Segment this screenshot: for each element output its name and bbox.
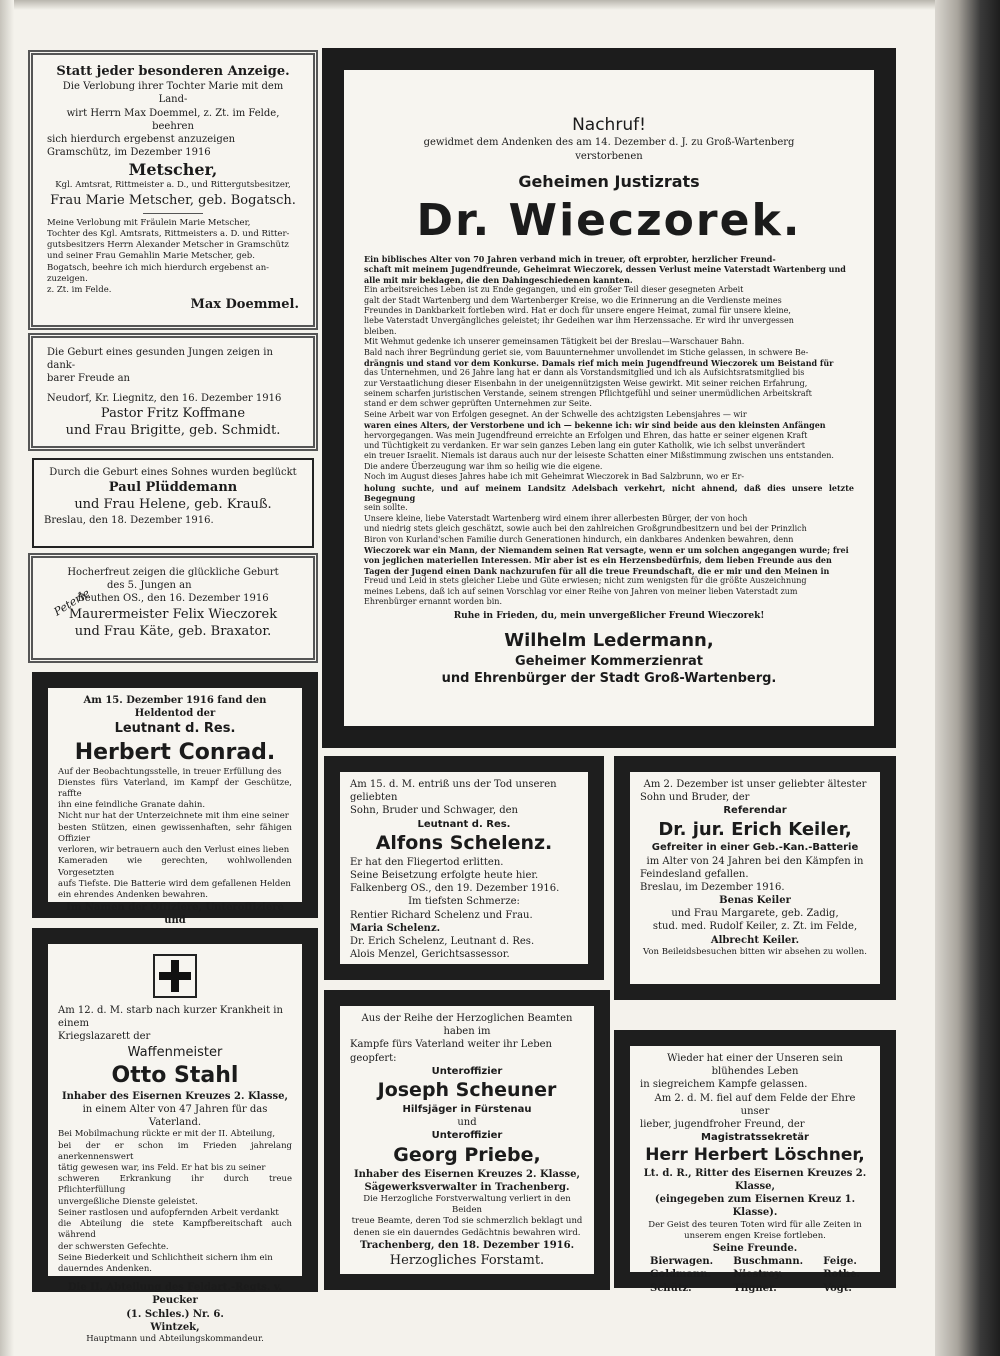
text-line: drängnis und stand vor dem Konkurse. Damals rief mich mein Jugendfreund Wieczorek um Beistand für — [364, 357, 834, 368]
text-line: und seiner Frau Gemahlin Marie Metscher, geb. — [47, 251, 255, 262]
friend-name: Vogt. — [823, 1282, 852, 1294]
text-line: Am 2. Dezember ist unser geliebter ältester — [643, 779, 867, 790]
text-line: dauerndes Andenken. — [58, 1263, 153, 1274]
text-line: (eingegeben zum Eisernen Kreuz 1. Klasse). — [654, 1194, 856, 1219]
text-line: stand er dem schwer geprüften Unternehmen zur Seite. — [364, 399, 592, 409]
text-line: Mit Wehmut gedenke ich unserer gemeinsamen Tätigkeit bei der Breslau—Warschauer Bahn. — [364, 337, 745, 347]
text-line: Die Verlobung ihrer Tochter Marie mit dem Land- — [62, 81, 284, 106]
closing-line: Ruhe in Frieden, du, mein unvergeßlicher Freund Wieczorek! — [453, 611, 765, 622]
obituary-scheuner-priebe — [324, 990, 610, 1290]
obituary-herbert-conrad — [32, 672, 318, 927]
person-name: Joseph Scheuner — [377, 1078, 557, 1101]
text-line: barer Freude an — [47, 373, 130, 385]
text-line: Am 2. d. M. fiel auf dem Felde der Ehre unser — [654, 1092, 856, 1117]
text-line: lieber, jugendfroher Freund, der — [640, 1118, 805, 1130]
text-line: Inhaber des Eisernen Kreuzes 2. Klasse, — [61, 1090, 289, 1102]
person-title: Kgl. Amtsrat, Rittmeister a. D., und Rittergutsbesitzer, — [55, 180, 291, 191]
text-line: Seine Arbeit war von Erfolgen gesegnet. An der Schwelle des achtzigsten Lebensjahres — wir — [364, 409, 747, 419]
text-line: seinem scharfen juristischen Verstande, seinem strengen Pflichtgefühl und seiner unermüdlichen Arbeitskraft — [364, 389, 812, 399]
mourner: Albrecht Keiler. — [710, 934, 800, 946]
text-line: Kameraden wie gerechten, wohlwollenden Vorgesetzten — [58, 856, 292, 878]
person-rank: Unteroffizier — [431, 1130, 503, 1142]
friend-name: Schütz. — [650, 1282, 692, 1294]
text-line: Auf der Beobachtungsstelle, in treuer Erfüllung des — [58, 766, 282, 777]
place-date: Falkenberg OS., den 19. Dezember 1916. — [350, 883, 560, 895]
page-top-edge — [0, 0, 940, 10]
text-line: Nicht nur hat der Unterzeichnete mit ihm eine seiner — [58, 811, 289, 822]
text-line: Gefreiter in einer Geb.-Kan.-Batterie — [651, 842, 859, 854]
text-line: das Unternehmen, und 26 Jahre lang hat er dann als Vorstandsmitglied und ich als Aufsichtsratsmitglied bis — [364, 368, 805, 378]
text-line: Aus der Reihe der Herzoglichen Beamten haben im — [361, 1013, 573, 1038]
text-line: Seine Biederkeit und Schlichtheit sichern ihm ein — [58, 1252, 273, 1263]
mourner: und Frau Margarete, geb. Zadig, — [671, 908, 839, 920]
mourner: stud. med. Rudolf Keiler, z. Zt. im Felde, — [652, 921, 858, 933]
signature-title: Geheimer Kommerzienrat — [515, 653, 703, 669]
person-rank: Leutnant d. Res. — [417, 818, 511, 830]
text-line: verloren, wir betrauern auch den Verlust eines lieben — [58, 845, 290, 856]
text-line: Freundes in Dankbarkeit fortleben wird. Hat er doch für unsere engere Heimat, zumal für unsere kleine, — [364, 305, 791, 315]
friends-list — [640, 1255, 870, 1295]
text-line: unvergeßliche Dienste geleistet. — [58, 1196, 198, 1207]
birth-announcement-koffmane — [28, 333, 318, 451]
signature: Herzogliches Forstamt. — [389, 1253, 545, 1269]
text-line: Der Geist des teuren Toten wird für alle Zeiten in — [648, 1219, 862, 1230]
signatory-unit: (1. Schles.) Nr. 6. — [126, 1308, 224, 1320]
obituary-herbert-loeschner — [614, 1030, 896, 1294]
person-name: Georg Priebe, — [393, 1143, 541, 1166]
text-line: und niedrig stets gleich geschätzt, sowie auch bei den zahlreichen Großgrundbesitzern und bei der Prinzlich — [364, 524, 807, 534]
signature-title: Hauptmann und Abteilungskommandeur. — [86, 1333, 264, 1344]
text-line: im Alter von 24 Jahren bei den Kämpfen in — [646, 855, 864, 867]
text-line: Ehrenbürger ernannt worden bin. — [364, 596, 502, 606]
text-line: denen sie ein dauerndes Gedächtnis bewahren wird. — [353, 1227, 581, 1238]
text-line: Durch die Geburt eines Sohnes wurden beglückt — [49, 467, 297, 478]
text-line: Am 15. Dezember 1916 fand den Heldentod der — [83, 695, 267, 720]
signature: Wintzek, — [150, 1321, 200, 1333]
text-line: Seiner rastlosen und aufopfernden Arbeit verdankt — [58, 1207, 279, 1218]
place-date: Gramschütz, im Dezember 1916 — [47, 147, 211, 159]
text-line: von jeglichen materiellen Interessen. Mir aber ist es ein Herzensbedürfnis, dem lieben Freunde aus den — [364, 555, 832, 566]
text-line: bleiben. — [364, 326, 397, 336]
mourner: Benas Keiler — [719, 895, 791, 907]
page-left-edge — [0, 0, 14, 1356]
friend-name: Buschmann. — [733, 1256, 804, 1268]
text-line: wirt Herrn Max Doemmel, z. Zt. im Felde, beehren — [66, 107, 280, 132]
text-line: Hilfsjäger in Fürstenau — [402, 1104, 532, 1116]
obituary-alfons-schelenz — [324, 756, 604, 980]
person-rank: Waffenmeister — [127, 1044, 223, 1060]
text-line: ihn eine feindliche Granate dahin. — [58, 800, 206, 811]
person-rank: Unteroffizier — [431, 1065, 503, 1077]
text-line: Tagen der Jugend einen Dank nachzurufen für all die treue Freundschaft, die er mir und den Meinen in — [364, 565, 830, 576]
text-line: ein ehrendes Andenken bewahren. — [58, 889, 209, 900]
text-line: zur Verstaatlichung dieser Eisenbahn in der uneigennützigsten Weise gewirkt. Mit seiner reichen Erfahrung, — [364, 378, 808, 388]
text-line: Lt. d. R., Ritter des Eisernen Kreuzes 2. Klasse, — [643, 1167, 867, 1192]
signature: Max Doemmel. — [190, 297, 299, 313]
mourner: Maria Schelenz. — [350, 922, 441, 934]
person-rank: Referendar — [723, 805, 787, 817]
friends-column — [650, 1255, 713, 1295]
text-line: Bei Mobilmachung rückte er mit der II. Abteilung, — [58, 1129, 276, 1140]
text-line: holung suchte, und auf meinem Landsitz Adelsbach verkehrt, nicht ahnend, daß dies unsere letzte Begegnung — [364, 482, 854, 503]
signatory-unit: Die II. Abteilung des Feldart.-Regts. v. Peucker — [67, 1282, 283, 1307]
obituary-dr-wieczorek — [322, 48, 896, 748]
text-line: die Abteilung die stete Kampfbereitschaft auch während — [58, 1219, 292, 1241]
friends-column — [733, 1255, 803, 1295]
text-line: gutsbesitzers Herrn Alexander Metscher in Gramschütz — [47, 240, 289, 251]
text-line: und — [457, 1117, 477, 1129]
text-line: Wieczorek war ein Mann, der Niemandem seinen Rat versagte, wenn er um solchen angegangen wurde; frei — [364, 544, 849, 555]
text-line: in siegreichem Kampfe gelassen. — [640, 1079, 808, 1091]
ad-heading: Statt jeder besonderen Anzeige. — [56, 64, 290, 79]
friend-name: Tilgner. — [733, 1282, 777, 1294]
text-line: Feindesland gefallen. — [640, 868, 749, 880]
text-line: besten Stützen, einen gewissenhaften, sehr fähigen Offizier — [58, 822, 292, 844]
text-line: hervorgegangen. Was mein Jugendfreund erreichte an Erfolgen und Ehren, das hatte er seiner eigenen Kraft — [364, 430, 808, 440]
person-name: Herbert Conrad. — [74, 739, 276, 765]
text-line: Er hat den Fliegertod erlitten. — [350, 856, 504, 868]
text-line: in einem Alter von 47 Jahren für das Vaterland. — [82, 1103, 268, 1129]
birth-announcement-plueddemann — [32, 458, 314, 548]
text-line: tätig gewesen war, ins Feld. Er hat bis zu seiner — [58, 1162, 266, 1173]
place-date: Breslau, im Dezember 1916. — [640, 881, 785, 893]
text-line: zuzeigen. — [47, 273, 88, 284]
friend-name: Rothe. — [823, 1269, 860, 1281]
text-line: Noch im August dieses Jahres habe ich mit Geheimrat Wieczorek in Bad Salzbrunn, wo er Er- — [364, 472, 745, 482]
mourner: Rentier Richard Schelenz und Frau. — [350, 909, 533, 921]
obituary-body — [364, 254, 854, 607]
text-line: treue Beamte, deren Tod sie schmerzlich beklagt und — [351, 1216, 583, 1227]
friends-column — [823, 1255, 860, 1295]
person-name: Alfons Schelenz. — [375, 831, 553, 854]
text-line: waren eines Alters, der Verstorbene und ich — bekenne ich: wir sind beide aus den kleinsten Anfängen — [364, 420, 826, 431]
signatory-heading: Seine Freunde. — [712, 1242, 798, 1254]
text-line: Kriegslazarett der — [58, 1031, 151, 1043]
text-line: Ein arbeitsreiches Leben ist zu Ende gegangen, und ein großer Teil dieser gesegneten Arbeit — [364, 285, 744, 295]
person-name: Herr Herbert Löschner, — [645, 1145, 865, 1166]
text-line: Bogatsch, beehre ich mich hierdurch ergebenst an- — [47, 262, 270, 273]
friend-name: Bierwagen. — [650, 1256, 714, 1268]
obituary-erich-keiler — [614, 756, 896, 1000]
text-line: Ein biblisches Alter von 70 Jahren verband mich in treuer, oft erprobter, herzlicher Freund- — [364, 254, 776, 264]
iron-cross-icon — [153, 954, 197, 998]
person-name: Dr. jur. Erich Keiler, — [658, 818, 852, 840]
text-line: z. Zt. im Felde. — [47, 285, 112, 296]
person-rank: Geheimen Justizrats — [518, 171, 700, 191]
text-line: des 5. Jungen an — [107, 580, 192, 592]
person-name: Dr. Wieczorek. — [416, 194, 802, 246]
text-line: Im tiefsten Schmerze: — [408, 896, 520, 908]
text-line: schweren Erkrankung ihr durch treue Pflichterfüllung — [58, 1174, 292, 1196]
signatory-unit: Im Namen der Offiziere, Unteroffiziere und — [66, 902, 284, 927]
person-name: Pastor Fritz Koffmane — [100, 405, 246, 421]
person-rank: Leutnant d. Res. — [114, 721, 236, 737]
obituary-otto-stahl — [32, 928, 318, 1344]
person-name: Otto Stahl — [111, 1062, 239, 1088]
person-name: und Frau Helene, geb. Krauß. — [74, 497, 272, 513]
person-rank: Magistratssekretär — [701, 1132, 809, 1144]
text-line: Die Herzogliche Forstverwaltung verliert in den Beiden — [363, 1194, 571, 1216]
text-line: unserem engen Kreise fortleben. — [684, 1230, 826, 1241]
place-date: Beuthen OS., den 16. Dezember 1916 — [77, 593, 269, 605]
text-line: der schwersten Gefechte. — [58, 1241, 169, 1252]
text-line: Seine Beisetzung erfolgte heute hier. — [350, 870, 539, 882]
place-date: Trachenberg, den 18. Dezember 1916. — [359, 1239, 575, 1251]
handwritten-note: Peterle — [51, 586, 93, 619]
text-line: sich hierdurch ergebenst anzuzeigen — [47, 133, 236, 145]
mourner: Alois Menzel, Gerichtsassessor. — [350, 949, 510, 961]
text-line: aufs Tiefste. Die Batterie wird dem gefallenen Helden — [58, 878, 291, 889]
friend-name: Niestroy. — [733, 1269, 783, 1281]
text-line: Unsere kleine, liebe Vaterstadt Wartenberg wird einem ihrer allerbesten Bürger, der von hoch — [364, 513, 748, 523]
text-line: Wieder hat einer der Unseren sein blühendes Leben — [667, 1053, 843, 1078]
notice: Von Beileidsbesuchen bitten wir absehen zu wollen. — [643, 946, 867, 957]
page-binding-shadow — [935, 0, 1000, 1356]
text-line: Bald nach ihrer Begründung geriet sie, vom Bauunternehmer unvollendet im Stiche gelassen, in schwere Be- — [364, 347, 809, 357]
text-line: sein sollte. — [364, 503, 408, 513]
text-line: Dienstes fürs Vaterland, im Kampf der Geschütze, raffte — [58, 777, 292, 799]
text-line: schaft mit meinem Jugendfreunde, Geheimrat Wieczorek, dessen Verlust meine Vaterstadt Wartenberg und — [364, 264, 846, 275]
friend-name: Feige. — [823, 1256, 857, 1268]
text-line: Die Geburt eines gesunden Jungen zeigen in dank- — [47, 347, 273, 372]
text-line: Biron von Kurland'schen Familie durch Generationen hindurch, ein dankbares Andenken bewahren, denn — [364, 534, 794, 544]
person-name: Maurermeister Felix Wieczorek — [68, 606, 278, 622]
text-line: Freud und Leid in stets gleicher Liebe und Güte erwiesen; nicht zum wenigsten für die größte Auszeichnung — [364, 576, 807, 586]
text-line: verstorbenen — [575, 150, 643, 162]
person-name: Paul Plüddemann — [108, 480, 238, 496]
text-line: Sohn, Bruder und Schwager, den — [350, 805, 518, 817]
text-line: Am 15. d. M. entriß uns der Tod unseren geliebten — [350, 779, 557, 804]
person-name: Frau Marie Metscher, geb. Bogatsch. — [50, 192, 296, 208]
text-line: Tochter des Kgl. Amtsrats, Rittmeisters a. D. und Ritter- — [47, 228, 290, 239]
text-line: galt der Stadt Wartenberg und dem Wartenberger Kreise, wo die Erinnerung an die Verdienste meines — [364, 295, 782, 305]
text-line: Kampfe fürs Vaterland weiter ihr Leben geopfert: — [350, 1039, 552, 1064]
text-line: alle mit mir beklagen, die den Dahingeschiedenen kannten. — [364, 274, 633, 285]
place-date: Neudorf, Kr. Liegnitz, den 16. Dezember 1916 — [47, 392, 282, 404]
engagement-announcement — [28, 50, 318, 330]
signature-title: und Ehrenbürger der Stadt Groß-Wartenberg. — [441, 671, 777, 687]
text-line: Am 12. d. M. starb nach kurzer Krankheit in einem — [58, 1005, 283, 1030]
signature: Wilhelm Ledermann, — [504, 630, 714, 652]
text-line: ein treuer Israelit. Niemals ist daraus auch nur der leiseste Schatten einer Mißstimmung zwischen uns entstanden. — [364, 451, 834, 461]
person-name: Metscher, — [128, 160, 218, 180]
person-name: und Frau Brigitte, geb. Schmidt. — [65, 422, 281, 438]
text-line: Inhaber des Eisernen Kreuzes 2. Klasse, — [353, 1168, 581, 1180]
text-line: bei der er schon im Frieden jahrelang anerkennenswert — [58, 1140, 292, 1162]
person-name: und Frau Käte, geb. Braxator. — [74, 623, 272, 639]
friend-name: Goldmann. — [650, 1269, 712, 1281]
text-line: Meine Verlobung mit Fräulein Marie Metscher, — [47, 217, 251, 228]
text-line: gewidmet dem Andenken des am 14. Dezember d. J. zu Groß-Wartenberg — [423, 137, 795, 149]
text-line: Sägewerksverwalter in Trachenberg. — [364, 1181, 570, 1193]
text-line: Die andere Überzeugung war ihm so heilig wie die eigene. — [364, 461, 603, 471]
text-line: Sohn und Bruder, der — [640, 792, 750, 804]
text-line: und Tüchtigkeit zu verdanken. Er war sein ganzes Leben lang ein guter Katholik, wie ich selbst unverändert — [364, 441, 805, 451]
text-line: Hocherfreut zeigen die glückliche Geburt — [67, 567, 279, 578]
text-line: liebe Vaterstadt Unvergängliches geleistet; ihr Gedeihen war ihm Herzenssache. Er wird ihr unvergessen — [364, 316, 794, 326]
place-date: Breslau, den 18. Dezember 1916. — [44, 514, 214, 526]
text-line: meines Lebens, daß ich auf seinen Vorschlag vor einer Reihe von Jahren von meiner lieben Vaterstadt zum — [364, 586, 798, 596]
ad-heading: Nachruf! — [572, 115, 646, 135]
mourner: Dr. Erich Schelenz, Leutnant d. Res. — [350, 935, 535, 947]
divider — [143, 213, 203, 214]
